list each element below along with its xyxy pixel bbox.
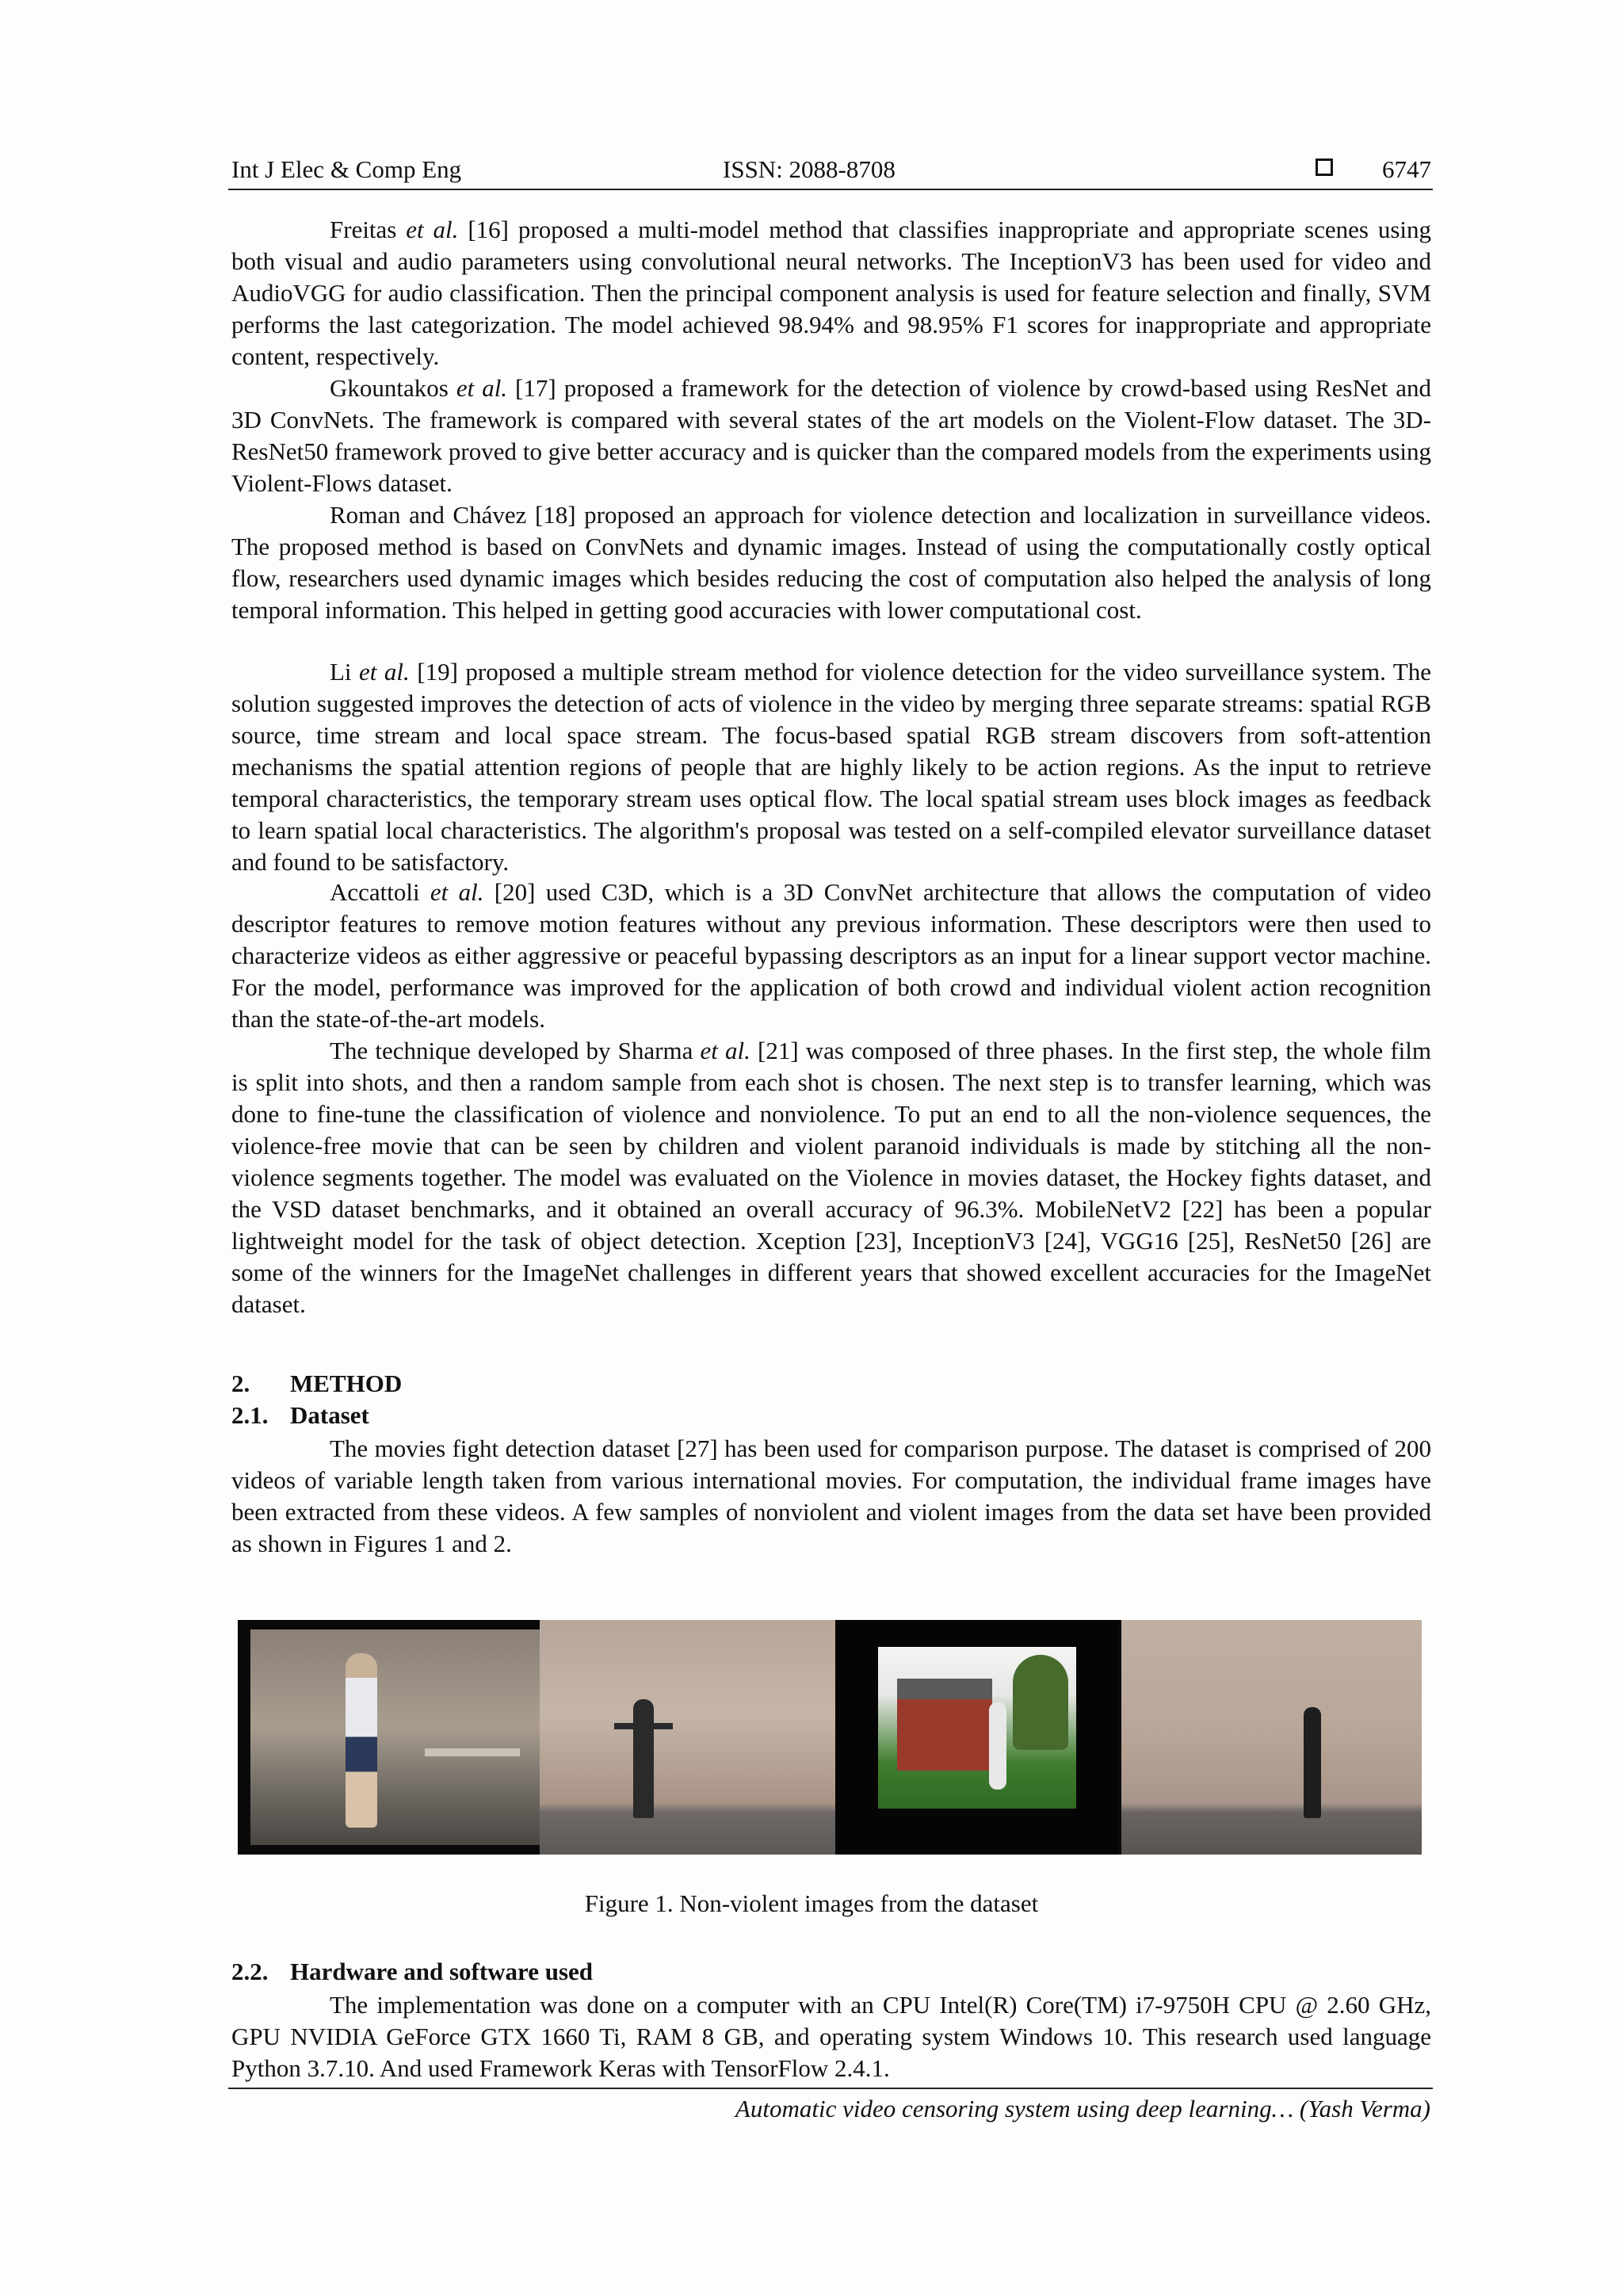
journal-name: Int J Elec & Comp Eng (231, 155, 462, 183)
nonviolent-frame-3 (835, 1620, 1118, 1855)
paragraph-gkountakos: Gkountakos et al. [17] proposed a framework for the detection of violence by crowd-based using ResNet and 3D ConvNets. The framework is compared with several states of the art models on the Violent-Flow dataset. The 3D-ResNet50 framework proved to give better accuracy and is quicker than the compared models from the experiments using Violent-Flows dataset. (231, 374, 1431, 497)
page-number: 6747 (1382, 155, 1431, 183)
paragraph-roman-chavez: Roman and Chávez [18] proposed an approach for violence detection and localization in surveillance videos. The proposed method is based on ConvNets and dynamic images. Instead of using the computationally costly optical flow, researchers used dynamic images which besides reducing the cost of computation also helped the analysis of long temporal information. This helped in getting good accuracies with lower computational cost. (231, 501, 1431, 624)
paragraph-li: Li et al. [19] proposed a multiple stream method for violence detection for the video surveillance system. The solution suggested improves the detection of acts of violence in the video by merging three separate streams: spatial RGB source, time stream and local space stream. The focus-based spatial RGB stream discovers from soft-attention mechanisms the spatial attention regions of people that are highly likely to be action regions. As the input to retrieve temporal characteristics, the temporary stream uses optical flow. The local spatial stream uses block images as feedback to learn spatial local characteristics. The algorithm's proposal was tested on a self-compiled elevator surveillance dataset and found to be satisfactory. (231, 658, 1431, 876)
paragraph-hardware: The implementation was done on a computer with an CPU Intel(R) Core(TM) i7-9750H CPU @ 2.60 GHz, GPU NVIDIA GeForce GTX 1660 Ti, RAM 8 GB, and operating system Windows 10. This research used language Python 3.7.10. And used Framework Keras with TensorFlow 2.4.1. (231, 1991, 1431, 2082)
square-outline-icon (1316, 159, 1333, 176)
header-rule (228, 189, 1433, 190)
figure-1-image-strip (238, 1620, 1422, 1855)
paragraph-dataset: The movies fight detection dataset [27] has been used for comparison purpose. The dataset is comprised of 200 videos of variable length taken from various international movies. For computation, the individual frame images have been extracted from these videos. A few samples of nonviolent and violent images from the data set have been provided as shown in Figures 1 and 2. (231, 1435, 1431, 1557)
section-heading-method: 2. METHOD (231, 1370, 403, 1397)
nonviolent-frame-4 (1121, 1620, 1422, 1855)
figure-1-caption: Figure 1. Non-violent images from the dataset (584, 1889, 1039, 1917)
issn: ISSN: 2088-8708 (723, 155, 896, 183)
paragraph-freitas: Freitas et al. [16] proposed a multi-model method that classifies inappropriate and appropriate scenes using both visual and audio parameters using convolutional neural networks. The InceptionV3 has been used for video and AudioVGG for audio classification. Then the principal component analysis is used for feature selection and finally, SVM performs the last categorization. The model achieved 98.94% and 98.95% F1 scores for inappropriate and appropriate content, respectively. (231, 216, 1431, 370)
paragraph-sharma: The technique developed by Sharma et al. [21] was composed of three phases. In the first step, the whole film is split into shots, and then a random sample from each shot is chosen. The next step is to transfer learning, which was done to fine-tune the classification of violence and nonviolence. To put an end to all the non-violence sequences, the violence-free movie that can be seen by children and violent paranoid individuals is made by stitching all the non-violence segments together. The model was evaluated on the Violence in movies dataset, the Hockey fights dataset, and the VSD dataset benchmarks, and it obtained an overall accuracy of 96.3%. MobileNetV2 [22] has been a popular lightweight model for the task of object detection. Xception [23], InceptionV3 [24], VGG16 [25], ResNet50 [26] are some of the winners for the ImageNet challenges in different years that showed excellent accuracies for the ImageNet dataset. (231, 1037, 1431, 1318)
subsection-heading-hardware: 2.2. Hardware and software used (231, 1958, 594, 1985)
paragraph-accattoli: Accattoli et al. [20] used C3D, which is a 3D ConvNet architecture that allows the computation of video descriptor features to remove motion features without any previous information. These descriptors were then used to characterize videos as either aggressive or peaceful bypassing descriptors as an input for a linear support vector machine. For the model, performance was improved for the application of both crowd and individual violent action recognition than the state-of-the-art models. (231, 878, 1431, 1033)
nonviolent-frame-1 (250, 1629, 540, 1845)
subsection-heading-dataset: 2.1. Dataset (231, 1401, 369, 1429)
page-header (231, 155, 1431, 190)
nonviolent-frame-2 (540, 1620, 835, 1855)
running-title: Automatic video censoring system using deep learning… (Yash Verma) (735, 2095, 1430, 2122)
footer-rule (228, 2088, 1433, 2089)
